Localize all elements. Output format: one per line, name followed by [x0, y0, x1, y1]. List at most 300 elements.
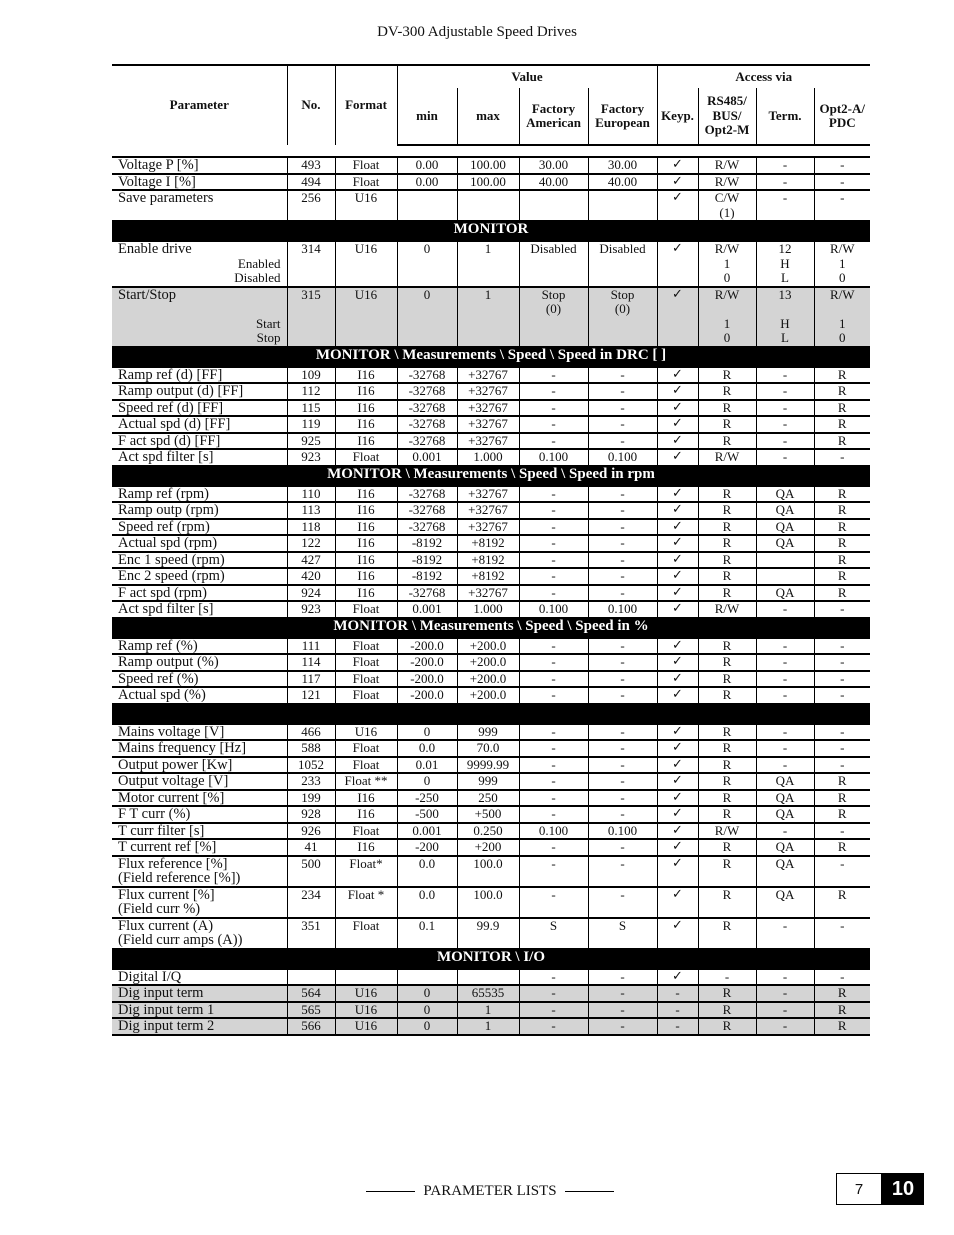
cell-no: 256 — [287, 190, 335, 221]
cell-rs485-bus: R — [698, 502, 756, 519]
header-min: min — [397, 88, 457, 145]
cell-factory-european: 0.100 — [588, 601, 657, 618]
table-row — [112, 416, 870, 433]
cell-no: 109 — [287, 367, 335, 384]
cell-keypad: ✓ — [657, 585, 698, 602]
cell-opt2a-pdc: R — [814, 1002, 870, 1019]
cell-keypad: ✓ — [657, 519, 698, 536]
cell-factory-american: - — [519, 806, 588, 823]
cell-keypad: ✓ — [657, 790, 698, 807]
cell-keypad: ✓ — [657, 287, 698, 347]
cell-rs485-bus: R — [698, 790, 756, 807]
parameter-option: Stop — [256, 330, 281, 345]
cell-factory-european: - — [588, 887, 657, 918]
cell-factory-european: - — [588, 367, 657, 384]
cell-keypad: ✓ — [657, 638, 698, 655]
cell-format: U16 — [335, 241, 397, 287]
cell-opt2a-pdc: R — [814, 400, 870, 417]
cell-max: +200.0 — [457, 671, 519, 688]
cell-keypad: ✓ — [657, 568, 698, 585]
cell-max: +32767 — [457, 433, 519, 450]
cell-no: 315 — [287, 287, 335, 347]
cell-parameter — [112, 1018, 287, 1035]
cell-factory-european: 0.100 — [588, 823, 657, 840]
cell-factory-european: 30.00 — [588, 157, 657, 174]
cell-format: Float — [335, 671, 397, 688]
cell-keypad: ✓ — [657, 856, 698, 887]
cell-keypad: ✓ — [657, 806, 698, 823]
cell-rs485-bus: R — [698, 918, 756, 949]
parameter-name: Ramp outp (rpm) — [118, 502, 219, 518]
cell-opt2a-pdc: R — [814, 383, 870, 400]
parameter-name: Ramp ref (d) [FF] — [118, 366, 223, 383]
cell-factory-european: - — [588, 383, 657, 400]
table-row — [112, 241, 870, 287]
cell-parameter — [112, 856, 287, 887]
cell-factory-european: - — [588, 773, 657, 790]
cell-parameter — [112, 486, 287, 503]
cell-rs485-bus: R — [698, 383, 756, 400]
cell-parameter — [112, 157, 287, 174]
cell-term: - — [756, 918, 814, 949]
cell-factory-european: - — [588, 585, 657, 602]
cell-max: 1 — [457, 1018, 519, 1035]
cell-term: QA — [756, 790, 814, 807]
parameter-name: Ramp ref (%) — [118, 637, 198, 654]
section-header — [112, 704, 870, 724]
cell-parameter — [112, 174, 287, 191]
cell-keypad: ✓ — [657, 823, 698, 840]
cell-format: U16 — [335, 724, 397, 741]
cell-opt2a-pdc: - — [814, 638, 870, 655]
cell-no: 199 — [287, 790, 335, 807]
cell-rs485-bus: R — [698, 1018, 756, 1035]
cell-factory-european: - — [588, 790, 657, 807]
cell-no: 924 — [287, 585, 335, 602]
parameter-name: Act spd filter [s] — [118, 449, 214, 465]
footer-rule-left — [366, 1191, 415, 1192]
cell-factory-american: - — [519, 486, 588, 503]
cell-no: 923 — [287, 601, 335, 618]
cell-max: 0.250 — [457, 823, 519, 840]
cell-keypad: ✓ — [657, 671, 698, 688]
cell-factory-american: S — [519, 918, 588, 949]
cell-format: Float — [335, 449, 397, 466]
cell-keypad: ✓ — [657, 535, 698, 552]
cell-min: -200.0 — [397, 671, 457, 688]
parameter-name: Speed ref (rpm) — [118, 518, 210, 535]
cell-parameter — [112, 535, 287, 552]
cell-max: 99.9 — [457, 918, 519, 949]
cell-min: 0.0 — [397, 856, 457, 887]
cell-factory-american: - — [519, 740, 588, 757]
cell-no: 314 — [287, 241, 335, 287]
cell-parameter — [112, 241, 287, 287]
cell-format: Float — [335, 918, 397, 949]
cell-factory-american: 0.100 — [519, 601, 588, 618]
cell-no: 466 — [287, 724, 335, 741]
cell-term: - — [756, 367, 814, 384]
cell-parameter — [112, 433, 287, 450]
table-row — [112, 671, 870, 688]
cell-parameter — [112, 806, 287, 823]
cell-keypad: - — [657, 985, 698, 1002]
cell-opt2a-pdc: R — [814, 806, 870, 823]
cell-parameter — [112, 416, 287, 433]
cell-term: QA — [756, 856, 814, 887]
cell-rs485-bus: R/W — [698, 174, 756, 191]
cell-factory-european: - — [588, 552, 657, 569]
table-row — [112, 1018, 870, 1035]
cell-rs485-bus: R — [698, 552, 756, 569]
cell-format: Float — [335, 740, 397, 757]
cell-no: 41 — [287, 839, 335, 856]
parameter-name: Speed ref (d) [FF] — [118, 399, 224, 416]
cell-min: -200.0 — [397, 638, 457, 655]
cell-term: QA — [756, 502, 814, 519]
cell-no: 121 — [287, 687, 335, 704]
cell-opt2a-pdc: - — [814, 449, 870, 466]
section-title: MONITOR \ Measurements \ Speed \ Speed in rpm — [112, 466, 870, 486]
cell-factory-european: - — [588, 985, 657, 1002]
cell-term: - — [756, 638, 814, 655]
cell-parameter — [112, 568, 287, 585]
header-parameter: Parameter — [112, 65, 287, 145]
cell-factory-european: - — [588, 839, 657, 856]
cell-term: - — [756, 654, 814, 671]
cell-max: +32767 — [457, 502, 519, 519]
cell-keypad: ✓ — [657, 502, 698, 519]
cell-parameter — [112, 601, 287, 618]
cell-parameter — [112, 985, 287, 1002]
cell-keypad: ✓ — [657, 449, 698, 466]
header-opt2a-pdc: Opt2-A/ PDC — [814, 88, 870, 145]
cell-factory-american: - — [519, 671, 588, 688]
cell-max: +32767 — [457, 367, 519, 384]
cell-format: Float ** — [335, 773, 397, 790]
cell-term: - — [756, 671, 814, 688]
cell-max: 70.0 — [457, 740, 519, 757]
parameter-name: Actual spd (d) [FF] — [118, 416, 231, 432]
cell-min: -32768 — [397, 585, 457, 602]
cell-max: +200.0 — [457, 687, 519, 704]
header-spacer — [112, 145, 870, 157]
cell-rs485-bus: R/W — [698, 157, 756, 174]
cell-keypad: ✓ — [657, 969, 698, 986]
table-row — [112, 519, 870, 536]
cell-max: +32767 — [457, 400, 519, 417]
cell-opt2a-pdc: R — [814, 552, 870, 569]
cell-format: I16 — [335, 400, 397, 417]
table-row — [112, 839, 870, 856]
cell-max: +32767 — [457, 383, 519, 400]
cell-min: 0.00 — [397, 157, 457, 174]
cell-keypad: ✓ — [657, 486, 698, 503]
cell-no: 117 — [287, 671, 335, 688]
header-format: Format — [335, 65, 397, 145]
cell-factory-american: 0.100 — [519, 823, 588, 840]
cell-opt2a-pdc: - — [814, 856, 870, 887]
cell-keypad: ✓ — [657, 687, 698, 704]
cell-max: +8192 — [457, 552, 519, 569]
cell-factory-european: - — [588, 1018, 657, 1035]
cell-opt2a-pdc: R — [814, 486, 870, 503]
cell-parameter — [112, 969, 287, 986]
table-row — [112, 969, 870, 986]
parameter-name: Actual spd (rpm) — [118, 535, 218, 551]
cell-opt2a-pdc: - — [814, 724, 870, 741]
section-title: MONITOR \ Measurements \ Speed \ Speed in % — [112, 618, 870, 638]
cell-opt2a-pdc: R — [814, 519, 870, 536]
table-row — [112, 757, 870, 774]
cell-factory-american: 40.00 — [519, 174, 588, 191]
cell-no: 118 — [287, 519, 335, 536]
cell-keypad: ✓ — [657, 601, 698, 618]
parameter-name: F act spd (rpm) — [118, 584, 207, 601]
section-header — [112, 618, 870, 638]
cell-term: - — [756, 757, 814, 774]
cell-keypad: ✓ — [657, 174, 698, 191]
cell-min: -32768 — [397, 416, 457, 433]
parameter-name: Flux current [%] (Field curr %) — [118, 886, 215, 917]
cell-min: -8192 — [397, 568, 457, 585]
cell-rs485-bus: R/W 1 0 — [698, 287, 756, 347]
table-row — [112, 918, 870, 949]
page-number: 7 — [836, 1173, 882, 1205]
parameter-name: Flux reference [%] (Field reference [%]) — [118, 855, 241, 886]
cell-max: +32767 — [457, 585, 519, 602]
parameter-name: Enc 2 speed (rpm) — [118, 568, 225, 584]
cell-rs485-bus: R — [698, 856, 756, 887]
cell-parameter — [112, 757, 287, 774]
table-row — [112, 601, 870, 618]
footer-rule-right — [565, 1191, 614, 1192]
parameter-name: Enc 1 speed (rpm) — [118, 551, 225, 568]
cell-format: I16 — [335, 486, 397, 503]
section-title: MONITOR — [112, 221, 870, 241]
cell-min: 0.001 — [397, 823, 457, 840]
cell-factory-european: 0.100 — [588, 449, 657, 466]
page-footer — [366, 1183, 614, 1200]
cell-format: U16 — [335, 1002, 397, 1019]
parameter-name: Dig input term 1 — [118, 1001, 215, 1018]
parameter-option — [118, 302, 285, 317]
table-row — [112, 367, 870, 384]
cell-max: 1.000 — [457, 601, 519, 618]
cell-min: -32768 — [397, 433, 457, 450]
cell-min: 0 — [397, 1002, 457, 1019]
cell-parameter — [112, 687, 287, 704]
cell-rs485-bus: R/W — [698, 601, 756, 618]
cell-factory-american: 30.00 — [519, 157, 588, 174]
cell-factory-european: - — [588, 687, 657, 704]
parameter-name: Digital I/Q — [118, 968, 182, 985]
cell-factory-european: - — [588, 654, 657, 671]
cell-keypad: ✓ — [657, 757, 698, 774]
page-title: DV-300 Adjustable Speed Drives — [377, 24, 577, 40]
cell-term: QA — [756, 519, 814, 536]
cell-factory-american: - — [519, 416, 588, 433]
cell-keypad: ✓ — [657, 157, 698, 174]
cell-term: QA — [756, 806, 814, 823]
cell-no: 427 — [287, 552, 335, 569]
cell-min: -200.0 — [397, 654, 457, 671]
cell-no: 113 — [287, 502, 335, 519]
parameter-name: Start/Stop — [118, 286, 177, 303]
table-row — [112, 287, 870, 347]
cell-format — [335, 969, 397, 986]
table-row — [112, 486, 870, 503]
cell-opt2a-pdc: - — [814, 740, 870, 757]
cell-parameter — [112, 724, 287, 741]
cell-format: Float — [335, 757, 397, 774]
table-row — [112, 585, 870, 602]
cell-no: 233 — [287, 773, 335, 790]
parameter-name: Voltage P [%] — [118, 157, 199, 173]
cell-format: I16 — [335, 839, 397, 856]
cell-max: 100.0 — [457, 887, 519, 918]
cell-opt2a-pdc: - — [814, 654, 870, 671]
cell-min: -8192 — [397, 535, 457, 552]
cell-rs485-bus: R — [698, 519, 756, 536]
cell-rs485-bus: R — [698, 1002, 756, 1019]
cell-format: I16 — [335, 433, 397, 450]
cell-min: -200.0 — [397, 687, 457, 704]
cell-factory-american: - — [519, 773, 588, 790]
cell-opt2a-pdc: R/W 1 0 — [814, 287, 870, 347]
table-body — [112, 157, 870, 1035]
cell-min: -200 — [397, 839, 457, 856]
cell-no: 500 — [287, 856, 335, 887]
cell-parameter — [112, 287, 287, 347]
cell-parameter — [112, 367, 287, 384]
cell-max: 999 — [457, 773, 519, 790]
cell-min: 0 — [397, 985, 457, 1002]
cell-parameter — [112, 552, 287, 569]
cell-parameter — [112, 790, 287, 807]
cell-parameter — [112, 383, 287, 400]
cell-factory-european: - — [588, 740, 657, 757]
cell-rs485-bus: R — [698, 654, 756, 671]
cell-opt2a-pdc: R — [814, 887, 870, 918]
cell-no: 420 — [287, 568, 335, 585]
table-row — [112, 383, 870, 400]
cell-min: -32768 — [397, 367, 457, 384]
table-row — [112, 1002, 870, 1019]
cell-factory-american: - — [519, 638, 588, 655]
cell-factory-european: - — [588, 486, 657, 503]
parameter-name: F T curr (%) — [118, 806, 191, 822]
cell-parameter — [112, 585, 287, 602]
cell-parameter — [112, 740, 287, 757]
cell-factory-european: - — [588, 433, 657, 450]
cell-min: 0.001 — [397, 449, 457, 466]
parameter-name: Actual spd (%) — [118, 687, 206, 703]
cell-min: 0 — [397, 724, 457, 741]
cell-keypad: ✓ — [657, 654, 698, 671]
cell-format: I16 — [335, 568, 397, 585]
cell-factory-american: - — [519, 535, 588, 552]
cell-term: - — [756, 400, 814, 417]
cell-no: 234 — [287, 887, 335, 918]
cell-keypad: ✓ — [657, 190, 698, 221]
cell-factory-american: - — [519, 433, 588, 450]
cell-factory-american: Stop (0) — [519, 287, 588, 347]
cell-opt2a-pdc: R — [814, 502, 870, 519]
parameter-name: F act spd (d) [FF] — [118, 432, 221, 449]
cell-no: 1052 — [287, 757, 335, 774]
cell-keypad: ✓ — [657, 724, 698, 741]
cell-factory-american: - — [519, 568, 588, 585]
section-header — [112, 466, 870, 486]
cell-parameter — [112, 519, 287, 536]
cell-min: -32768 — [397, 383, 457, 400]
table-row — [112, 823, 870, 840]
cell-opt2a-pdc: - — [814, 157, 870, 174]
header-term: Term. — [756, 88, 814, 145]
cell-no: 565 — [287, 1002, 335, 1019]
cell-term: - — [756, 969, 814, 986]
cell-opt2a-pdc: - — [814, 918, 870, 949]
header-rs485-bus: RS485/ BUS/ Opt2-M — [698, 88, 756, 145]
cell-rs485-bus: R/W — [698, 449, 756, 466]
cell-max: +8192 — [457, 535, 519, 552]
cell-max: 65535 — [457, 985, 519, 1002]
parameter-name: T current ref [%] — [118, 839, 217, 855]
cell-min — [397, 190, 457, 221]
cell-factory-american: - — [519, 757, 588, 774]
cell-format: I16 — [335, 519, 397, 536]
cell-opt2a-pdc: - — [814, 969, 870, 986]
cell-format: Float — [335, 638, 397, 655]
cell-factory-european: Disabled — [588, 241, 657, 287]
cell-factory-european: - — [588, 856, 657, 887]
cell-term: QA — [756, 535, 814, 552]
cell-factory-european: - — [588, 671, 657, 688]
cell-max: 250 — [457, 790, 519, 807]
parameter-name: Act spd filter [s] — [118, 601, 214, 617]
section-title: MONITOR \ Measurements \ Speed \ Speed in DRC [ ] — [112, 347, 870, 367]
cell-format: Float — [335, 687, 397, 704]
cell-rs485-bus: C/W (1) — [698, 190, 756, 221]
cell-factory-american: - — [519, 383, 588, 400]
cell-min: 0.00 — [397, 174, 457, 191]
cell-parameter — [112, 400, 287, 417]
table-row — [112, 687, 870, 704]
cell-format: Float — [335, 654, 397, 671]
cell-factory-american: - — [519, 839, 588, 856]
cell-factory-european: - — [588, 806, 657, 823]
cell-factory-european — [588, 190, 657, 221]
cell-term — [756, 568, 814, 585]
table-row — [112, 985, 870, 1002]
header-factory-european: Factory European — [588, 88, 657, 145]
parameter-name: T curr filter [s] — [118, 822, 205, 839]
cell-max: +8192 — [457, 568, 519, 585]
cell-keypad: ✓ — [657, 740, 698, 757]
parameter-name: Ramp output (d) [FF] — [118, 383, 244, 399]
section-header — [112, 347, 870, 367]
cell-factory-european: - — [588, 724, 657, 741]
cell-format: I16 — [335, 383, 397, 400]
table-row — [112, 856, 870, 887]
cell-no: 110 — [287, 486, 335, 503]
table-row — [112, 773, 870, 790]
cell-min: 0 — [397, 241, 457, 287]
cell-format: I16 — [335, 502, 397, 519]
cell-max: +32767 — [457, 486, 519, 503]
parameter-name: Enable drive — [118, 241, 192, 257]
